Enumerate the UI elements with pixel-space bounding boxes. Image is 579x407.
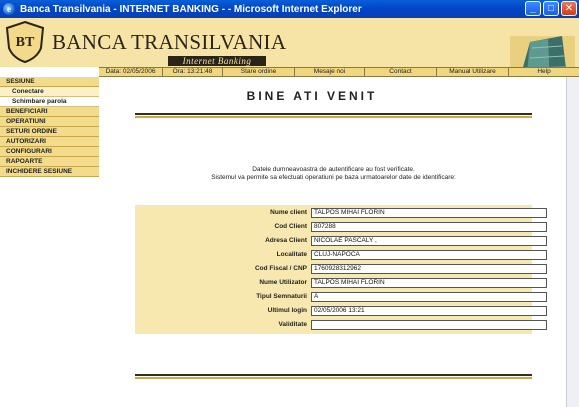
link-mesaje-noi[interactable]: Mesaje noi [295, 68, 365, 76]
bottom-divider [135, 374, 532, 379]
bt-logo-shield-icon [4, 20, 46, 64]
bank-brand-name: BANCA TRANSILVANIA [52, 30, 287, 54]
field-localitate[interactable]: CLUJ-NAPOCA [311, 250, 547, 260]
field-ultimul-login[interactable]: 02/05/2006 13:21 [311, 306, 547, 316]
form-row-validitate [135, 320, 532, 331]
label-nume-client: Nume client [270, 209, 307, 216]
top-divider [135, 113, 532, 118]
link-contact[interactable]: Contact [365, 68, 437, 76]
main-content [99, 77, 579, 407]
sidebar-item-sesiune[interactable]: SESIUNE [0, 77, 99, 87]
form-row-cod-fiscal [135, 264, 532, 275]
form-row-nume-utilizator [135, 278, 532, 289]
label-ultimul-login: Ultimul login [267, 307, 307, 314]
close-button[interactable]: ✕ [561, 1, 577, 16]
client-details-panel [135, 205, 532, 334]
sidebar-item-seturi-ordine[interactable]: SETURI ORDINE [0, 127, 99, 137]
maximize-button[interactable]: □ [543, 1, 559, 16]
sidebar-item-autorizari[interactable]: AUTORIZARI [0, 137, 99, 147]
form-row-adresa-client [135, 236, 532, 247]
form-row-tipul-semnaturii [135, 292, 532, 303]
session-date: Data: 02/05/2006 [99, 68, 163, 76]
label-cod-fiscal: Cod Fiscal / CNP [254, 265, 307, 272]
minimize-button[interactable]: _ [525, 1, 541, 16]
field-adresa-client[interactable]: NICOLAE PASCALY , [311, 236, 547, 246]
link-manual-utilizare[interactable]: Manual Utilizare [437, 68, 509, 76]
sidebar-item-rapoarte[interactable]: RAPOARTE [0, 157, 99, 167]
vertical-scrollbar[interactable] [566, 77, 579, 407]
form-row-ultimul-login [135, 306, 532, 317]
page-title: BINE ATI VENIT [246, 89, 378, 103]
sidebar-item-configurari[interactable]: CONFIGURARI [0, 147, 99, 157]
window-controls [525, 1, 577, 16]
field-nume-utilizator[interactable]: TALPOS MIHAI FLORIN [311, 278, 547, 288]
label-nume-utilizator: Nume Utilizator [259, 279, 307, 286]
label-validitate: Validitate [278, 321, 307, 328]
field-cod-client[interactable]: 807288 [311, 222, 547, 232]
label-cod-client: Cod Client [274, 223, 307, 230]
bank-header [0, 18, 579, 67]
label-tipul-semnaturii: Tipul Semnaturii [256, 293, 307, 300]
internet-explorer-icon: e [3, 3, 15, 15]
field-cod-fiscal[interactable]: 1760928312962 [311, 264, 547, 274]
window-titlebar[interactable] [0, 0, 579, 18]
info-bar [99, 67, 579, 77]
sidebar-item-conectare[interactable]: Conectare [0, 87, 99, 97]
sidebar-item-inchidere-sesiune[interactable]: INCHIDERE SESIUNE [0, 167, 99, 177]
form-row-cod-client [135, 222, 532, 233]
session-time: Ora: 13:21:48 [163, 68, 223, 76]
sidebar-item-schimbare-parola[interactable]: Schimbare parola [0, 97, 99, 107]
link-help[interactable]: Help [537, 68, 551, 75]
link-stare-ordine[interactable]: Stare ordine [223, 68, 295, 76]
window-title: Banca Transilvania - INTERNET BANKING - - Microsoft Internet Explorer [20, 3, 362, 15]
sidebar-item-operatiuni[interactable]: OPERATIUNI [0, 117, 99, 127]
auth-notice-line1: Datele dumneavoastra de autentificare au fost verificate. [252, 166, 415, 173]
svg-text:BT: BT [15, 35, 35, 50]
auth-notice-line2: Sistemul va permite sa efectuati operatiuni pe baza urmatoarelor date de identificare: [211, 174, 456, 181]
field-validitate[interactable] [311, 320, 547, 330]
form-row-nume-client [135, 208, 532, 219]
form-row-localitate [135, 250, 532, 261]
sidebar-menu [0, 77, 99, 407]
field-tipul-semnaturii[interactable]: A [311, 292, 547, 302]
field-nume-client[interactable]: TALPOS MIHAI FLORIN [311, 208, 547, 218]
internet-banking-subtitle: Internet Banking [168, 56, 266, 66]
label-adresa-client: Adresa Client [265, 237, 307, 244]
sidebar-item-beneficiari[interactable]: BENEFICIARI [0, 107, 99, 117]
label-localitate: Localitate [276, 251, 307, 258]
